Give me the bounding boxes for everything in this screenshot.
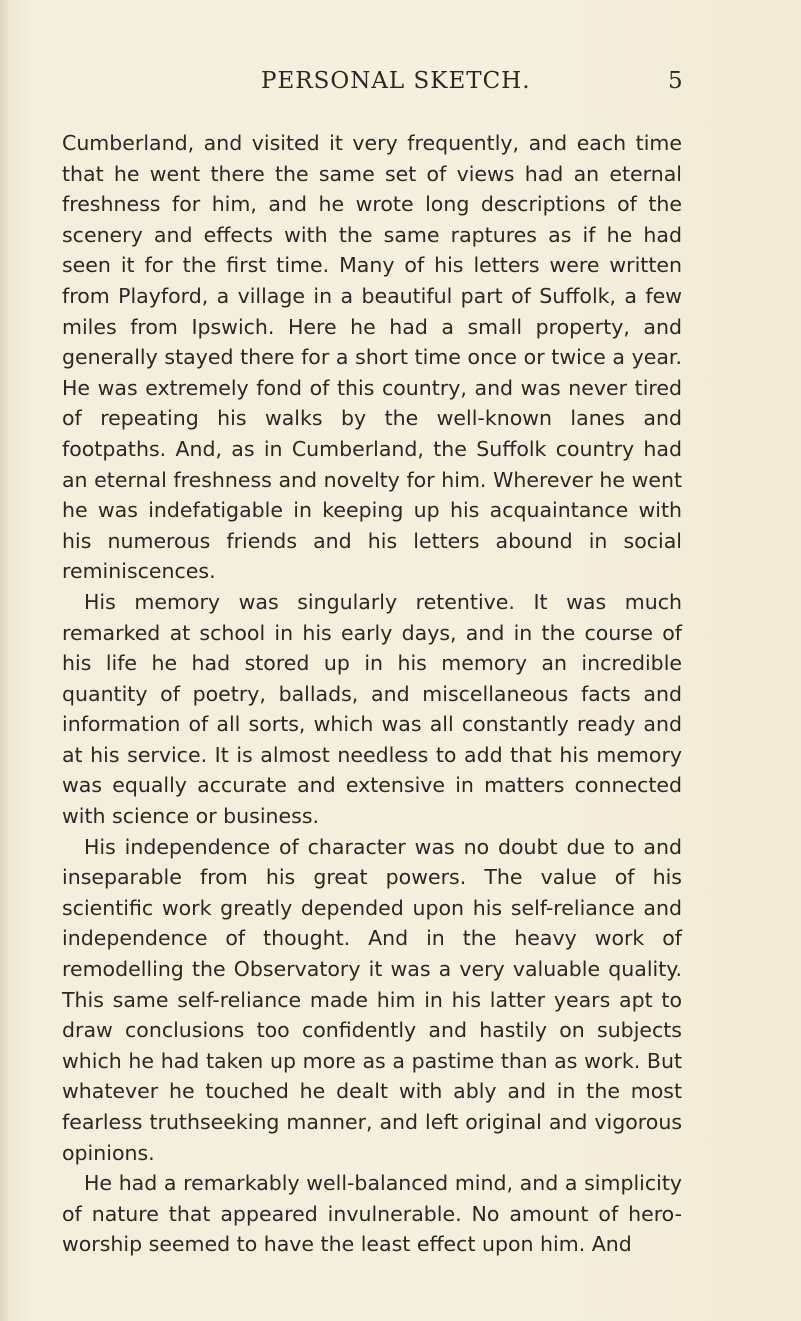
paragraph: He had a remarkably well-balanced mind, and a simplicity of nature that appeared invulnerable. No amount of hero-worship seemed to have the least effect upon him. And [62, 1171, 682, 1257]
paragraph: Cumberland, and visited it very frequently, and each time that he went there the same set of views had an eternal freshness for him, and he wrote long descriptions of the scenery and effects with the same raptures as if he had seen it for the first time. Many of his letters were written from Playford, a village in a beautiful part of Suffolk, a few miles from Ipswich. Here he had a small property, and generally stayed there for a short time once or twice a year. He was extremely fond of this country, and was never tired of repeating his walks by the well-known lanes and footpaths. And, as in Cumberland, the Suffolk country had an eternal freshness and novelty for him. Wherever he went he was indefatigable in keeping up his acquaintance with his numerous friends and his letters abound in social reminiscences. [62, 131, 682, 584]
page-edge-shadow [0, 0, 10, 1321]
body-text [62, 128, 682, 1260]
running-title: PERSONAL SKETCH. [261, 68, 531, 94]
page-header [0, 68, 801, 102]
page-number: 5 [668, 68, 683, 94]
paragraph: His independence of character was no doubt due to and inseparable from his great powers. The value of his scientific work greatly depended upon his self-reliance and independence of thought. And in the heavy work of remodelling the Observatory it was a very valuable quality. This same self-reliance made him in his latter years apt to draw conclusions too confidently and hastily on subjects which he had taken up more as a pastime than as work. But whatever he touched he dealt with ably and in the most fearless truthseeking manner, and left original and vigorous opinions. [62, 834, 682, 1165]
paragraph: His memory was singularly retentive. It was much remarked at school in his early days, and in the course of his life he had stored up in his memory an incredible quantity of poetry, ballads, and miscellaneous facts and information of all sorts, which was all constantly ready and at his service. It is almost needless to add that his memory was equally accurate and extensive in matters connected with science or business. [62, 589, 682, 829]
